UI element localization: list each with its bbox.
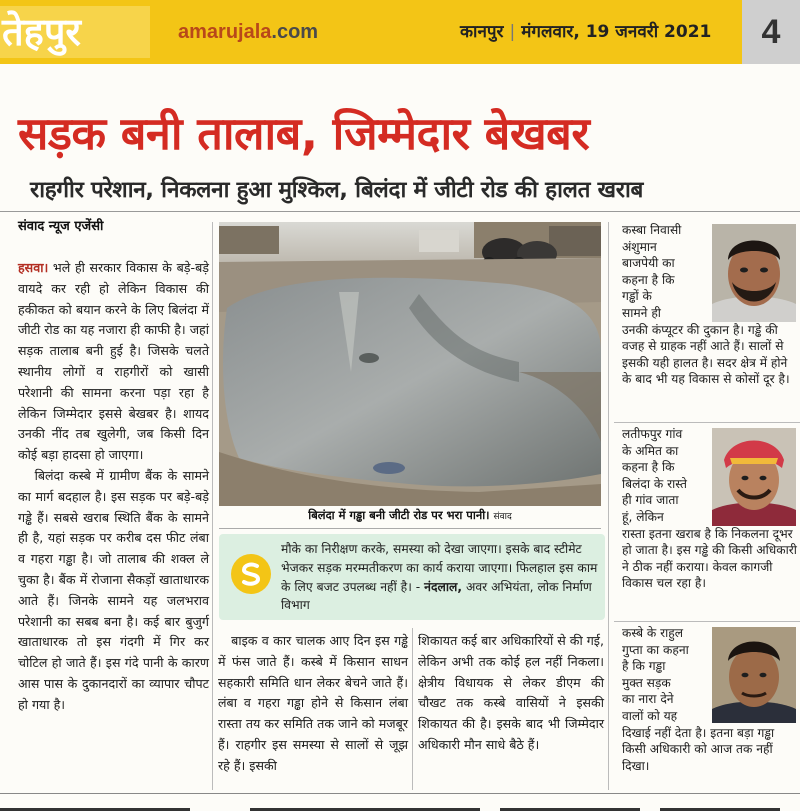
article-column-mid-1 <box>218 631 408 777</box>
resident-photo-3 <box>712 627 796 723</box>
city-label: तेहपुर <box>0 6 150 58</box>
quote-body: मौके का निरीक्षण करके, समस्या को देखा जाएगा। इसके बाद स्टीमेट भेजकर सड़क मरम्मतीकरण का कार्य कराया जाएगा। फिलहाल इस काम के लिए बजट उपलब्ध नहीं है। - <box>281 542 598 594</box>
intro-line: है कि गड्ढा <box>622 659 666 674</box>
edition-date <box>460 0 720 64</box>
resident-photo-1 <box>712 224 796 322</box>
intro-line: कस्बा निवासी <box>622 223 682 237</box>
article-column-left <box>18 258 209 716</box>
article-paragraph <box>18 258 209 466</box>
official-quote-box <box>219 534 605 620</box>
intro-line: अंशुमान <box>622 239 657 254</box>
intro-line: लतीफपुर गांव <box>622 427 683 441</box>
article-column-mid-2 <box>418 631 604 756</box>
site-name: amarujala <box>178 21 272 43</box>
intro-line: सामने ही <box>622 305 661 320</box>
caption-text: बिलंदा में गड्ढा बनी जीटी रोड पर भरा पानी। <box>308 508 490 522</box>
rail-divider <box>614 422 800 423</box>
quote-designation: अवर अभियंता, लोक निर्माण विभाग <box>281 579 592 613</box>
intro-line: हूं, लेकिन <box>622 509 664 524</box>
resident-quote-text: दिखाई नहीं देता है। इतना बड़ा गड्ढा किसी अधिकारी को आज तक नहीं दिखा। <box>622 725 775 773</box>
intro-line: बिलंदा के रास्ते <box>622 476 687 491</box>
rail-divider <box>614 621 800 622</box>
news-photo[interactable] <box>219 222 601 506</box>
edition-separator: | <box>509 22 516 42</box>
avatar <box>712 627 796 723</box>
cropped-headline-fragment <box>0 800 800 811</box>
avatar <box>712 428 796 526</box>
paragraph-text: भले ही सरकार विकास के बड़े-बड़े वायदे कर रही हो लेकिन विकास की हकीकत को बयान करने के लिए बिलंदा में जीटी रोड का यह नजारा ही काफी है। जहां सड़क तालाब बनी हुई है। जिसके चलते स्थानीय लोगों व राहगीरों को खासी परेशानी की सामना करना पड़ा रहा है लेकिन जिम्मेदार इससे बेखबर है। शायद उनकी नींद तब खुलेगी, जब किसी दिन कोई बड़ा हादसा हो जाएगा। <box>18 260 209 463</box>
caption-credit: संवाद <box>493 512 512 522</box>
paragraph-text: शिकायत कई बार अधिकारियों से की गई, लेकिन अभी तक कोई हल नहीं निकला। क्षेत्रीय विधायक से लेकर डीएम की चौखट तक कस्बे वासियों ने इसकी शिकायत की है। इसके बाद भी जिम्मेदार अधिकारी मौन साधे बैठे हैं। <box>418 633 604 752</box>
quote-speaker: नंदलाल, <box>424 579 463 594</box>
intro-line: गड्ढों के <box>622 289 652 304</box>
intro-line: का नारा देने <box>622 692 674 707</box>
headline: सड़क बनी तालाब, जिम्मेदार बेखबर <box>18 107 590 160</box>
intro-line: कहना है कि <box>622 460 675 475</box>
dateline: हसवा। <box>18 260 49 275</box>
paragraph-text: बाइक व कार चालक आए दिन इस गड्ढे में फंस जाते हैं। कस्बे में किसान साधन सहकारी समिति धान लेकर बेचने जाते हैं। लंबा व गहरा गड्ढा होने से किसान लंबा रास्ता तय कर समिति तक जाने को मजबूर हैं। राहगीर इस समस्या से सालों से जूझ रहे हैं। इसकी <box>218 633 408 773</box>
page-number: 4 <box>742 0 800 64</box>
quote-badge-glyph <box>231 554 271 594</box>
column-divider <box>212 222 213 790</box>
intro-line: वालों को यह <box>622 708 678 723</box>
resident-photo-2 <box>712 428 796 526</box>
intro-line: गुप्ता का कहना <box>622 642 689 657</box>
intro-line: बाजपेयी का <box>622 256 675 271</box>
resident-quote-text: उनकी कंप्यूटर की दुकान है। गड्ढे की वजह से ग्राहक नहीं आते हैं। सालों से इसकी यही हालत है। सदर क्षेत्र में होने के बाद भी यह विकास से कोसों दूर है। <box>622 322 790 387</box>
resident-quote-intro <box>622 426 708 526</box>
next-article-cutoff <box>0 798 800 811</box>
intro-line: कस्बे के राहुल <box>622 626 684 640</box>
site-logo[interactable] <box>178 0 318 64</box>
article-paragraph <box>18 466 209 716</box>
headline-divider <box>0 211 800 212</box>
resident-quote-text: रास्ता इतना खराब है कि निकलना दूभर हो जाता है। इस गड्ढे की किसी अधिकारी ने ठीक नहीं कराया। केवल कागजी विकास चल रहा है। <box>622 526 797 591</box>
intro-line: मुक्त सड़क <box>622 675 671 690</box>
column-divider <box>608 222 609 790</box>
issue-date: मंगलवार, 19 जनवरी 2021 <box>521 22 712 42</box>
edition-name: कानपुर <box>460 22 504 42</box>
avatar <box>712 224 796 322</box>
byline: संवाद न्यूज एजेंसी <box>18 219 104 234</box>
waterlogged-road-photo <box>219 222 601 506</box>
site-tld: .com <box>271 21 319 43</box>
column-divider <box>412 628 413 790</box>
resident-quote-intro <box>622 625 708 725</box>
article-paragraph <box>218 631 408 777</box>
page-bottom-divider <box>0 793 800 794</box>
caption-divider <box>219 528 601 529</box>
article-paragraph <box>418 631 604 756</box>
paragraph-text: बिलंदा कस्बे में ग्रामीण बैंक के सामने का मार्ग बदहाल है। इस सड़क पर बड़े-बड़े गड्ढे हैं। सबसे खराब स्थिति बैंक के सामने ही है, यहां सड़क पर करीब दस फीट लंबा व गहरा गड्ढा है। जो तालाब की शक्ल ले चुका है। बैंक में रोजाना सैकड़ों खाताधारक आते हैं। जिनके सामने यह जलभराव परेशानी का सबब बना है। कई बार बुजुर्ग खाताधारक तो इस गंदगी में गिर कर चोटिल हो जाते हैं। इस गंदे पानी के कारण आस पास के दुकानदारों का व्यापार चौपट हो गया है। <box>18 467 209 712</box>
intro-line: ही गांव जाता <box>622 493 679 508</box>
quote-badge-icon <box>231 554 271 594</box>
resident-quote-intro <box>622 222 708 322</box>
photo-caption <box>219 508 601 523</box>
quote-text <box>281 540 599 615</box>
subheadline: राहगीर परेशान, निकलना हुआ मुश्किल, बिलंदा में जीटी रोड की हालत खराब <box>30 177 644 203</box>
intro-line: के अमित का <box>622 443 679 458</box>
intro-line: कहना है कि <box>622 272 675 287</box>
